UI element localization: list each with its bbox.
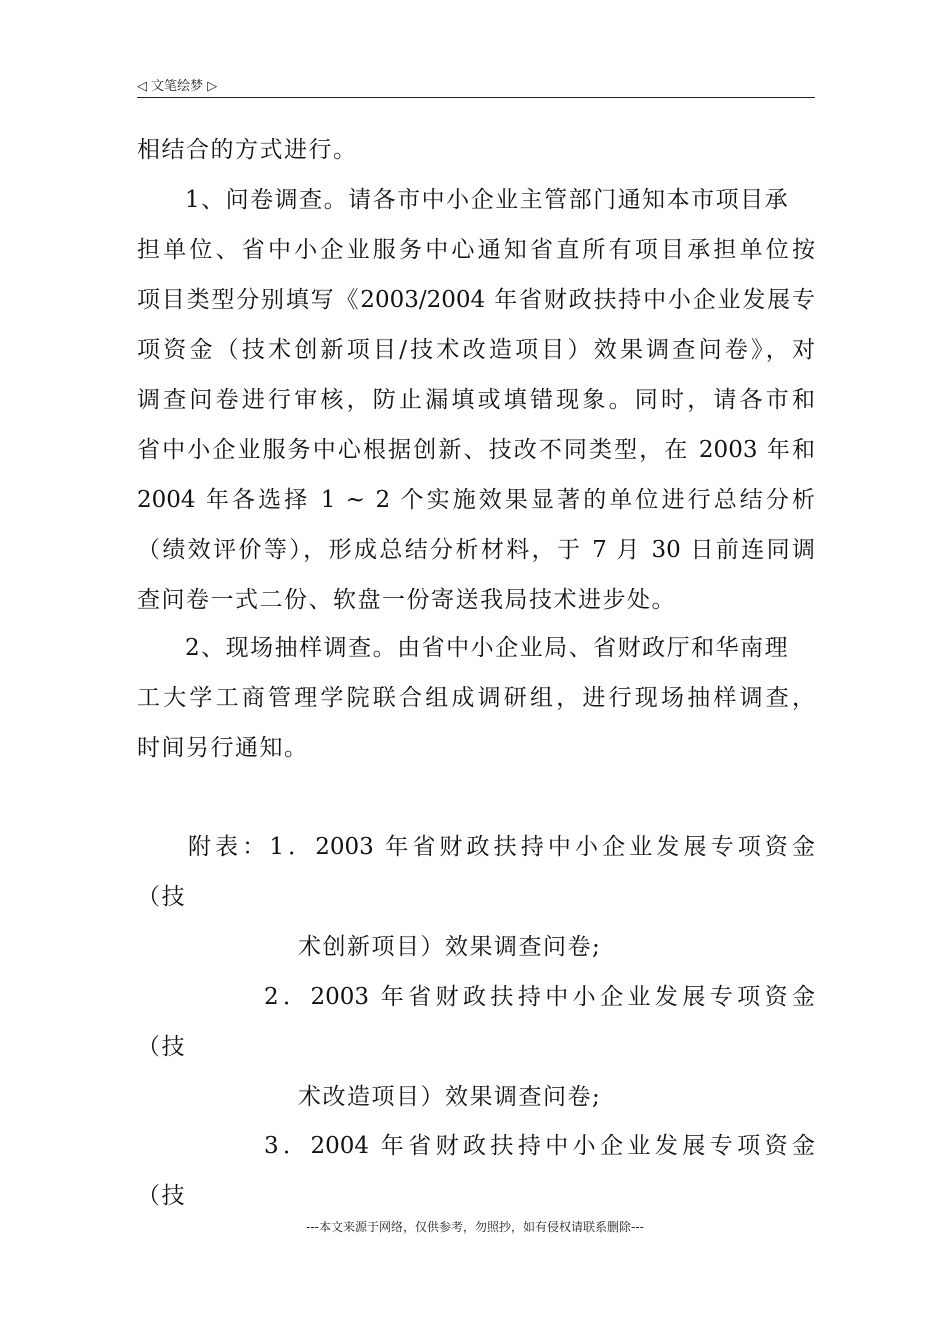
paragraph-line: 项资金（技术创新项目/技术改造项目）效果调查问卷》，对 [137,337,815,363]
paragraph-line: 工大学工商管理学院联合组成调研组，进行现场抽样调查， [137,685,815,711]
attachment-line: （技 [137,1183,186,1209]
paragraph-line: 查问卷一式二份、软盘一份寄送我局技术进步处。 [137,587,676,613]
page-header [137,72,815,96]
header-divider [137,97,815,98]
paragraph-line: 时间另行通知。 [137,735,309,761]
paragraph-line: 1、问卷调查。请各市中小企业主管部门通知本市项目承 [185,187,790,213]
attachment-line: （技 [137,1034,186,1060]
attachment-line: （技 [137,884,186,910]
attachment-line: 3．2004 年省财政扶持中小企业发展专项资金 [264,1133,815,1159]
paragraph-line: 担单位、省中小企业服务中心通知省直所有项目承担单位按 [137,237,815,263]
paragraph-line: 调查问卷进行审核，防止漏填或填错现象。同时，请各市和 [137,387,815,413]
attachment-line: 附表：1．2003 年省财政扶持中小企业发展专项资金 [188,834,815,860]
paragraph-line: （绩效评价等），形成总结分析材料，于 7 月 30 日前连同调 [137,537,815,563]
page-footer: ---本文来源于网络，仅供参考，勿照抄，如有侵权请联系删除--- [306,1220,644,1234]
attachment-line: 2．2003 年省财政扶持中小企业发展专项资金 [264,984,815,1010]
attachment-line: 术创新项目）效果调查问卷; [298,934,602,960]
attachment-line: 术改造项目）效果调查问卷; [298,1084,602,1110]
paragraph-line: 相结合的方式进行。 [137,137,358,163]
paragraph-line: 2004 年各选择 1 ~ 2 个实施效果显著的单位进行总结分析 [137,487,815,513]
paragraph-line: 2、现场抽样调查。由省中小企业局、省财政厅和华南理 [185,635,790,661]
header-label: ◁ 文笔绘梦 ▷ [137,79,218,94]
paragraph-line: 省中小企业服务中心根据创新、技改不同类型，在 2003 年和 [137,437,815,463]
paragraph-line: 项目类型分别填写《2003/2004 年省财政扶持中小企业发展专 [137,287,815,313]
